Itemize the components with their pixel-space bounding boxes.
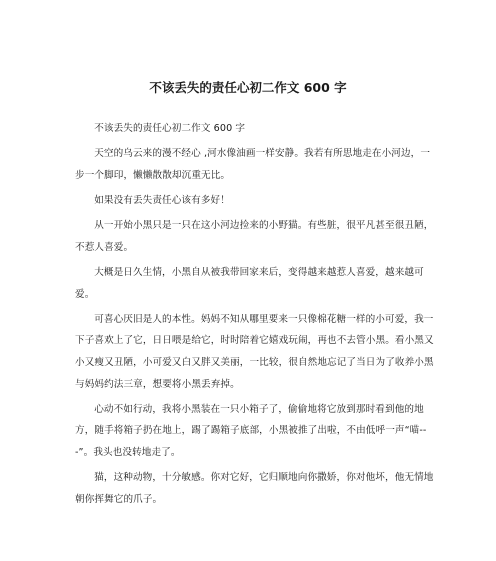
document-body [75, 118, 435, 514]
paragraph-5: 可喜心厌旧是人的本性。妈妈不知从哪里要来一只像棉花糖一样的小可爱，我一下子喜欢上了它，日日喂是给它，时时陪着它嬉戏玩闹，再也不去管小黑。看小黑又小又瘦又丑陋，小可爱又白又胖又美丽，一比较，很自然地忘记了当日为了收养小黑与妈妈约法三章，想要将小黑丢弃掉。 [75, 313, 434, 390]
paragraph-3: 从一开始小黑只是一只在这小河边捡来的小野猫。有些脏，很平凡甚至很丑陋，不惹人喜爱。 [75, 220, 434, 253]
paragraph-subtitle: 不该丢失的责任心初二作文 600 字 [94, 123, 246, 134]
paragraph-7: 猫，这种动物，十分敏感。你对它好，它归顺地向你撒娇，你对他坏，他无情地朝你挥舞它的爪子。 [75, 472, 434, 505]
paragraph-1: 天空的乌云来的漫不经心 ,河水像油画一样安静。我若有所思地走在小河边，一步一个脚印，懒懒散散却沉重无比。 [75, 148, 431, 181]
paragraph-2: 如果没有丢失责任心该有多好！ [94, 194, 230, 206]
document-title: 不该丢失的责任心初二作文 600 字 [149, 80, 347, 95]
paragraph-6: 心动不如行动，我将小黑装在一只小箱子了，偷偷地将它放到那时看到他的地方，随手将箱子扔在地上，踢了踢箱子底部，小黑被推了出啦，不由低呼一声“喵---”。我头也没转地走了。 [75, 403, 427, 458]
paragraph-4: 大概是日久生情，小黑自从被我带回家来后，变得越来越惹人喜爱，越来越可爱。 [75, 266, 424, 300]
